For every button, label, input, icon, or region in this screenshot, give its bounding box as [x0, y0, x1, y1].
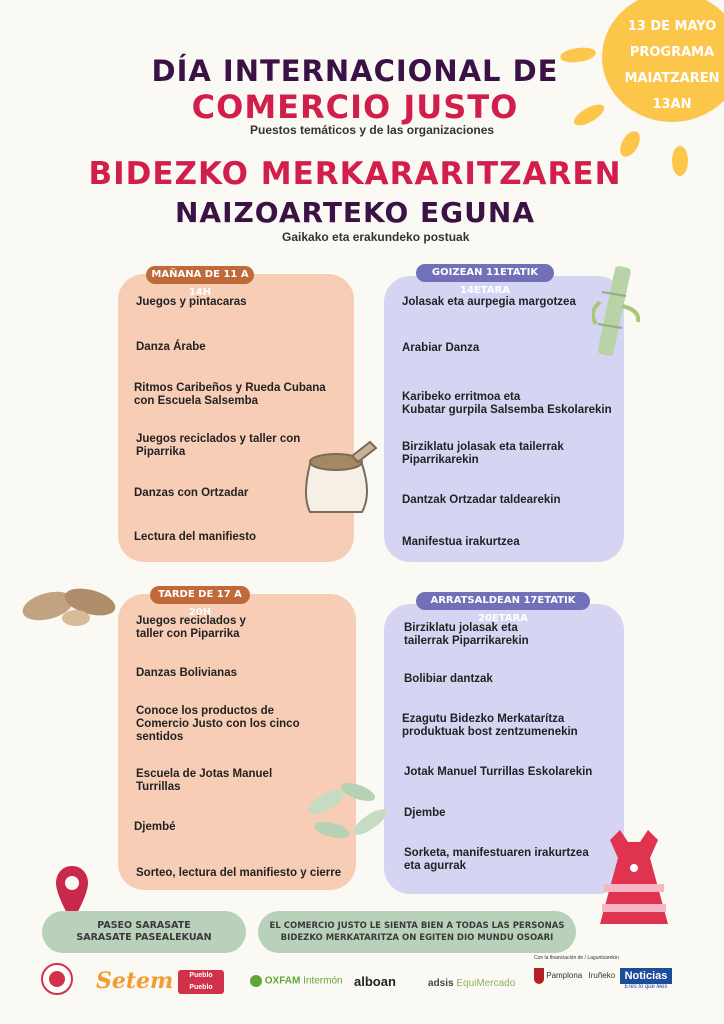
- morning-eu-label: GOIZEAN 11ETATIK 14ETARA: [416, 264, 554, 282]
- list-item: Escuela de Jotas Manuel Turrillas: [136, 768, 273, 793]
- slogan-es: EL COMERCIO JUSTO LE SIENTA BIEN A TODAS LAS PERSONAS: [269, 921, 565, 931]
- coffee-sack-illustration: [300, 436, 380, 518]
- organization-logo-icon: [40, 962, 74, 996]
- title-es-line1: DÍA INTERNACIONAL DE: [151, 54, 559, 88]
- list-item: Juegos reciclados y taller con Piparrika: [136, 615, 246, 640]
- setem-logo: Setem: [96, 968, 174, 994]
- afternoon-eu-label: ARRATSALDEAN 17ETATIK 20ETARA: [416, 592, 590, 610]
- list-item: Danzas Bolivianas: [136, 667, 237, 679]
- list-item: Jotak Manuel Turrillas Eskolarekin: [404, 766, 593, 778]
- oxfam-icon: [250, 975, 262, 987]
- noticias-logo: Noticias Eres lo que lees: [620, 968, 672, 990]
- cocoa-pods-illustration: [20, 580, 126, 632]
- list-item: Ritmos Caribeños y Rueda Cubana con Escuela Salsemba: [134, 382, 326, 407]
- list-item: Juegos reciclados y taller con Piparrika: [136, 433, 301, 458]
- date-line: 13 DE MAYO: [627, 19, 717, 34]
- location-eu: SARASATE PASEALEKUAN: [76, 932, 212, 943]
- morning-eu-panel: [384, 276, 624, 562]
- oxfam-logo: OXFAM Intermón: [250, 975, 343, 987]
- date-line-eu: MAIATZAREN: [624, 71, 720, 86]
- slogan-eu: BIDEZKO MERKATARITZA ON EGITEN DIO MUNDU OSOARI: [280, 933, 554, 943]
- list-item: Karibeko erritmoa eta Kubatar gurpila Salsemba Eskolarekin: [402, 391, 612, 416]
- funding-text: Con la financiación de / Laguntzarekin: [534, 955, 619, 961]
- list-item: Lectura del manifiesto: [134, 531, 257, 543]
- subtitle-es: Puestos temáticos y de las organizaciones: [250, 123, 495, 137]
- list-item: Sorketa, manifestuaren irakurtzea eta agurrak: [404, 847, 589, 872]
- list-item: Djembe: [404, 807, 446, 819]
- list-item: Danza Árabe: [136, 341, 206, 353]
- adsis-logo: adsis EquiMercado: [428, 978, 516, 989]
- location-es: PASEO SARASATE: [97, 920, 191, 931]
- list-item: Birziklatu jolasak eta tailerrak Piparrikarekin: [404, 622, 529, 647]
- sugarcane-illustration: [592, 262, 642, 360]
- dress-illustration: [598, 828, 670, 936]
- list-item: Arabiar Danza: [402, 342, 480, 354]
- afternoon-es-label: TARDE DE 17 A 20H: [150, 586, 250, 604]
- title-eu-line1: BIDEZKO MERKARARITZAREN: [88, 156, 622, 192]
- list-item: Bolibiar dantzak: [404, 673, 493, 685]
- alboan-logo: alboan: [354, 974, 396, 989]
- morning-es-panel: [118, 274, 354, 562]
- list-item: Birziklatu jolasak eta tailerrak Piparrikarekin: [402, 441, 564, 466]
- list-item: Sorteo, lectura del manifiesto y cierre: [136, 867, 342, 879]
- list-item: Conoce los productos de Comercio Justo con los cinco sentidos: [136, 705, 300, 743]
- slogan-bar: [258, 911, 576, 953]
- coat-of-arms-icon: [534, 968, 544, 984]
- morning-es-label: MAÑANA DE 11 A 14H: [146, 266, 254, 284]
- list-item: Manifestua irakurtzea: [402, 536, 520, 548]
- title-es-line2: COMERCIO JUSTO: [191, 88, 519, 126]
- title-eu-line2: NAIZOARTEKO EGUNA: [174, 196, 535, 229]
- program-line: PROGRAMA: [629, 45, 715, 60]
- list-item: Juegos y pintacaras: [136, 296, 247, 308]
- date-line-eu-2: 13AN: [652, 97, 692, 112]
- list-item: Ezagutu Bidezko Merkatarítza produktuak bost zentzumenekin: [402, 713, 578, 738]
- location-bar: [42, 911, 246, 953]
- list-item: Danzas con Ortzadar: [134, 487, 249, 499]
- pueblo-logo: Pueblo Pueblo: [178, 970, 224, 994]
- list-item: Djembé: [134, 821, 176, 833]
- leaves-illustration: [302, 772, 390, 846]
- subtitle-eu: Gaikako eta erakundeko postuak: [282, 230, 470, 244]
- list-item: Jolasak eta aurpegia margotzea: [402, 296, 576, 308]
- pamplona-logo: Pamplona Iruñeko: [534, 968, 615, 984]
- list-item: Dantzak Ortzadar taldearekin: [402, 494, 561, 506]
